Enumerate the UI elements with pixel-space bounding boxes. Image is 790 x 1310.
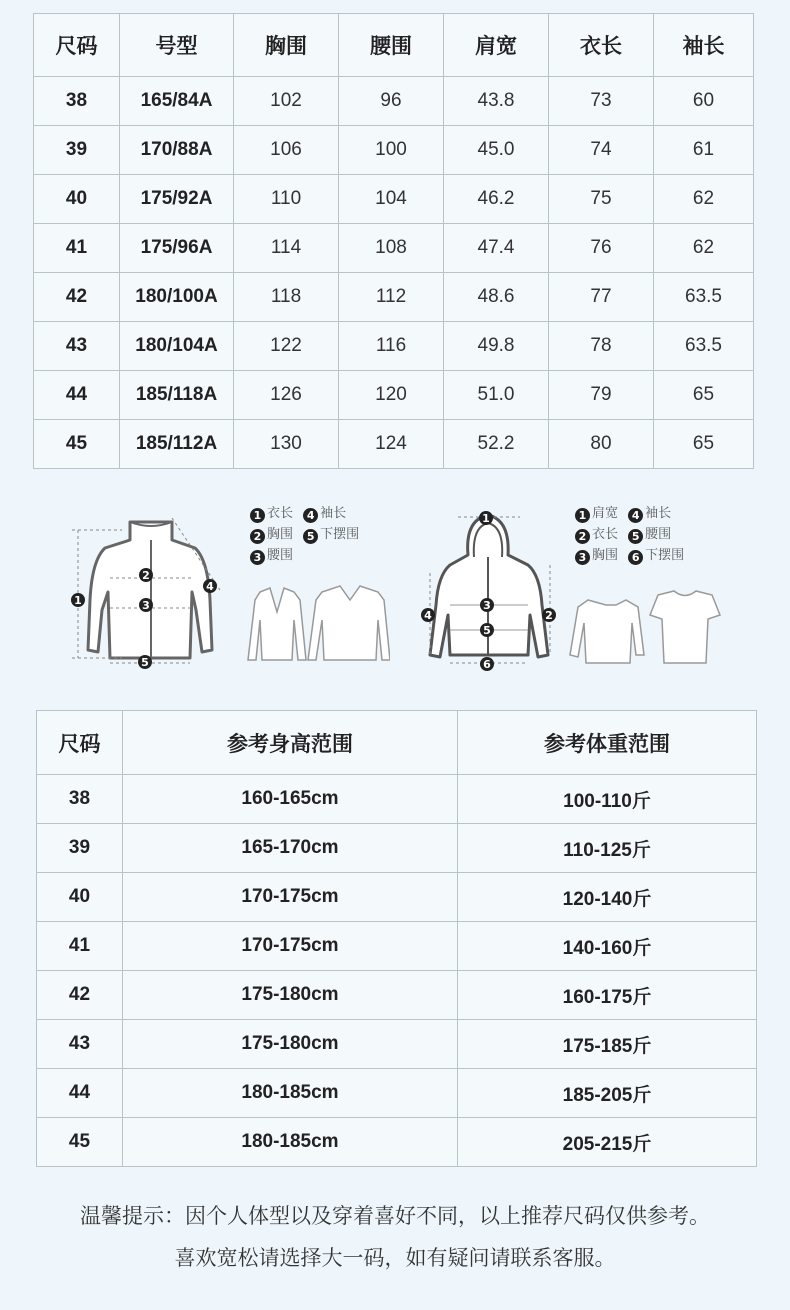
legend-label: 腰围 [645,527,672,542]
table-cell: 130 [234,420,339,469]
marker-label: 3 [142,599,150,612]
table-row [34,126,754,175]
table-cell: 180/100A [120,273,234,322]
table-cell: 116 [339,322,444,371]
legend-label: 肩宽 [592,506,619,521]
table-row [34,371,754,420]
table-cell: 175/96A [120,224,234,273]
table-cell: 76 [549,224,654,273]
marker-label: 2 [142,569,150,582]
table-cell: 73 [549,77,654,126]
table-row [37,873,757,922]
table-cell: 62 [654,224,754,273]
table-cell: 46.2 [444,175,549,224]
legend-label: 胸围 [592,548,619,563]
marker-label: 1 [482,512,490,525]
table-cell: 74 [549,126,654,175]
number-icon: 4 [628,508,643,523]
number-icon: 1 [250,508,265,523]
number-icon: 6 [628,550,643,565]
table-cell: 78 [549,322,654,371]
column-header: 参考体重范围 [458,711,757,775]
marker-label: 5 [483,624,491,637]
table-cell: 175-180cm [123,971,458,1020]
table-cell: 170-175cm [123,873,458,922]
number-icon: 5 [628,529,643,544]
table-row [37,1069,757,1118]
marker-label: 5 [141,656,149,669]
legend-label: 袖长 [645,506,672,521]
table-cell: 77 [549,273,654,322]
table-cell: 118 [234,273,339,322]
table-cell: 79 [549,371,654,420]
legend-item [250,524,293,545]
table-row [34,175,754,224]
number-icon: 2 [250,529,265,544]
column-header: 袖长 [654,14,754,77]
table-cell: 44 [34,371,120,420]
table-cell: 75 [549,175,654,224]
table-cell: 39 [34,126,120,175]
legend-item [250,503,293,524]
legend-item [575,503,618,524]
table-cell: 205-215斤 [458,1118,757,1167]
table-cell: 49.8 [444,322,549,371]
table-cell: 45 [37,1118,123,1167]
number-icon: 1 [575,508,590,523]
number-icon: 5 [303,529,318,544]
table-cell: 41 [37,922,123,971]
table-cell: 110-125斤 [458,824,757,873]
column-header: 肩宽 [444,14,549,77]
table-row [34,77,754,126]
marker-label: 1 [74,594,82,607]
table-cell: 42 [34,273,120,322]
table-row [37,1118,757,1167]
table-cell: 185/112A [120,420,234,469]
table-cell: 38 [37,775,123,824]
legend-label: 胸围 [267,527,294,542]
reference-size-table [36,710,757,1167]
table-cell: 41 [34,224,120,273]
legend-item [575,545,618,566]
table-row [37,775,757,824]
table-cell: 126 [234,371,339,420]
table-cell: 175-180cm [123,1020,458,1069]
table-cell: 120 [339,371,444,420]
table-cell: 100-110斤 [458,775,757,824]
table-cell: 108 [339,224,444,273]
table-header-row [37,711,757,775]
table-cell: 40 [34,175,120,224]
column-header: 衣长 [549,14,654,77]
legend-item [628,503,671,524]
table-cell: 114 [234,224,339,273]
number-icon: 3 [575,550,590,565]
number-icon: 4 [303,508,318,523]
table-cell: 63.5 [654,273,754,322]
table-cell: 65 [654,420,754,469]
table-row [34,224,754,273]
marker-label: 3 [483,599,491,612]
table-cell: 61 [654,126,754,175]
table-row [34,322,754,371]
table-row [37,922,757,971]
table-row [37,824,757,873]
table-cell: 106 [234,126,339,175]
column-header: 参考身高范围 [123,711,458,775]
table-cell: 104 [339,175,444,224]
table-cell: 39 [37,824,123,873]
table-header-row [34,14,754,77]
table-cell: 160-175斤 [458,971,757,1020]
table-cell: 110 [234,175,339,224]
tip-note-second-line: 喜欢宽松请选择大一码，如有疑问请联系客服。 [174,1246,616,1270]
table-cell: 38 [34,77,120,126]
table-cell: 160-165cm [123,775,458,824]
table-cell: 170/88A [120,126,234,175]
size-measurement-table [33,13,754,469]
legend-item [250,545,293,566]
legend-label: 衣长 [267,506,294,521]
table-cell: 52.2 [444,420,549,469]
table-cell: 124 [339,420,444,469]
right-diagram-legend [575,503,705,566]
table-cell: 43 [37,1020,123,1069]
number-icon: 2 [575,529,590,544]
table-cell: 112 [339,273,444,322]
table-cell: 45 [34,420,120,469]
marker-label: 4 [424,609,432,622]
table-row [37,971,757,1020]
table-row [34,420,754,469]
table-cell: 42 [37,971,123,1020]
legend-item [628,545,684,566]
table-cell: 100 [339,126,444,175]
tip-note: 温馨提示：因个人体型以及穿着喜好不同，以上推荐尺码仅供参考。 [80,1204,710,1228]
table-cell: 63.5 [654,322,754,371]
table-cell: 165/84A [120,77,234,126]
table-cell: 165-170cm [123,824,458,873]
table-row [34,273,754,322]
table-cell: 47.4 [444,224,549,273]
table-cell: 43.8 [444,77,549,126]
legend-item [303,524,359,545]
table-cell: 48.6 [444,273,549,322]
table-cell: 80 [549,420,654,469]
table-cell: 120-140斤 [458,873,757,922]
table-cell: 44 [37,1069,123,1118]
table-cell: 65 [654,371,754,420]
legend-item [303,503,346,524]
table-cell: 175-185斤 [458,1020,757,1069]
column-header: 胸围 [234,14,339,77]
table-cell: 40 [37,873,123,922]
marker-label: 4 [206,580,214,593]
marker-label: 6 [483,658,491,671]
legend-item [628,524,671,545]
legend-label: 下摆围 [645,548,685,563]
table-cell: 185/118A [120,371,234,420]
table-cell: 180-185cm [123,1118,458,1167]
column-header: 尺码 [34,14,120,77]
table-cell: 102 [234,77,339,126]
legend-label: 下摆围 [320,527,360,542]
marker-label: 2 [545,609,553,622]
table-cell: 51.0 [444,371,549,420]
table-cell: 180-185cm [123,1069,458,1118]
table-cell: 96 [339,77,444,126]
table-cell: 175/92A [120,175,234,224]
table-cell: 170-175cm [123,922,458,971]
legend-label: 腰围 [267,548,294,563]
table-cell: 122 [234,322,339,371]
legend-label: 袖长 [320,506,347,521]
table-cell: 180/104A [120,322,234,371]
table-cell: 140-160斤 [458,922,757,971]
legend-label: 衣长 [592,527,619,542]
table-row [37,1020,757,1069]
left-diagram-legend [250,503,375,566]
number-icon: 3 [250,550,265,565]
column-header: 尺码 [37,711,123,775]
table-cell: 185-205斤 [458,1069,757,1118]
table-cell: 62 [654,175,754,224]
table-cell: 45.0 [444,126,549,175]
table-cell: 43 [34,322,120,371]
column-header: 号型 [120,14,234,77]
table-cell: 60 [654,77,754,126]
legend-item [575,524,618,545]
column-header: 腰围 [339,14,444,77]
